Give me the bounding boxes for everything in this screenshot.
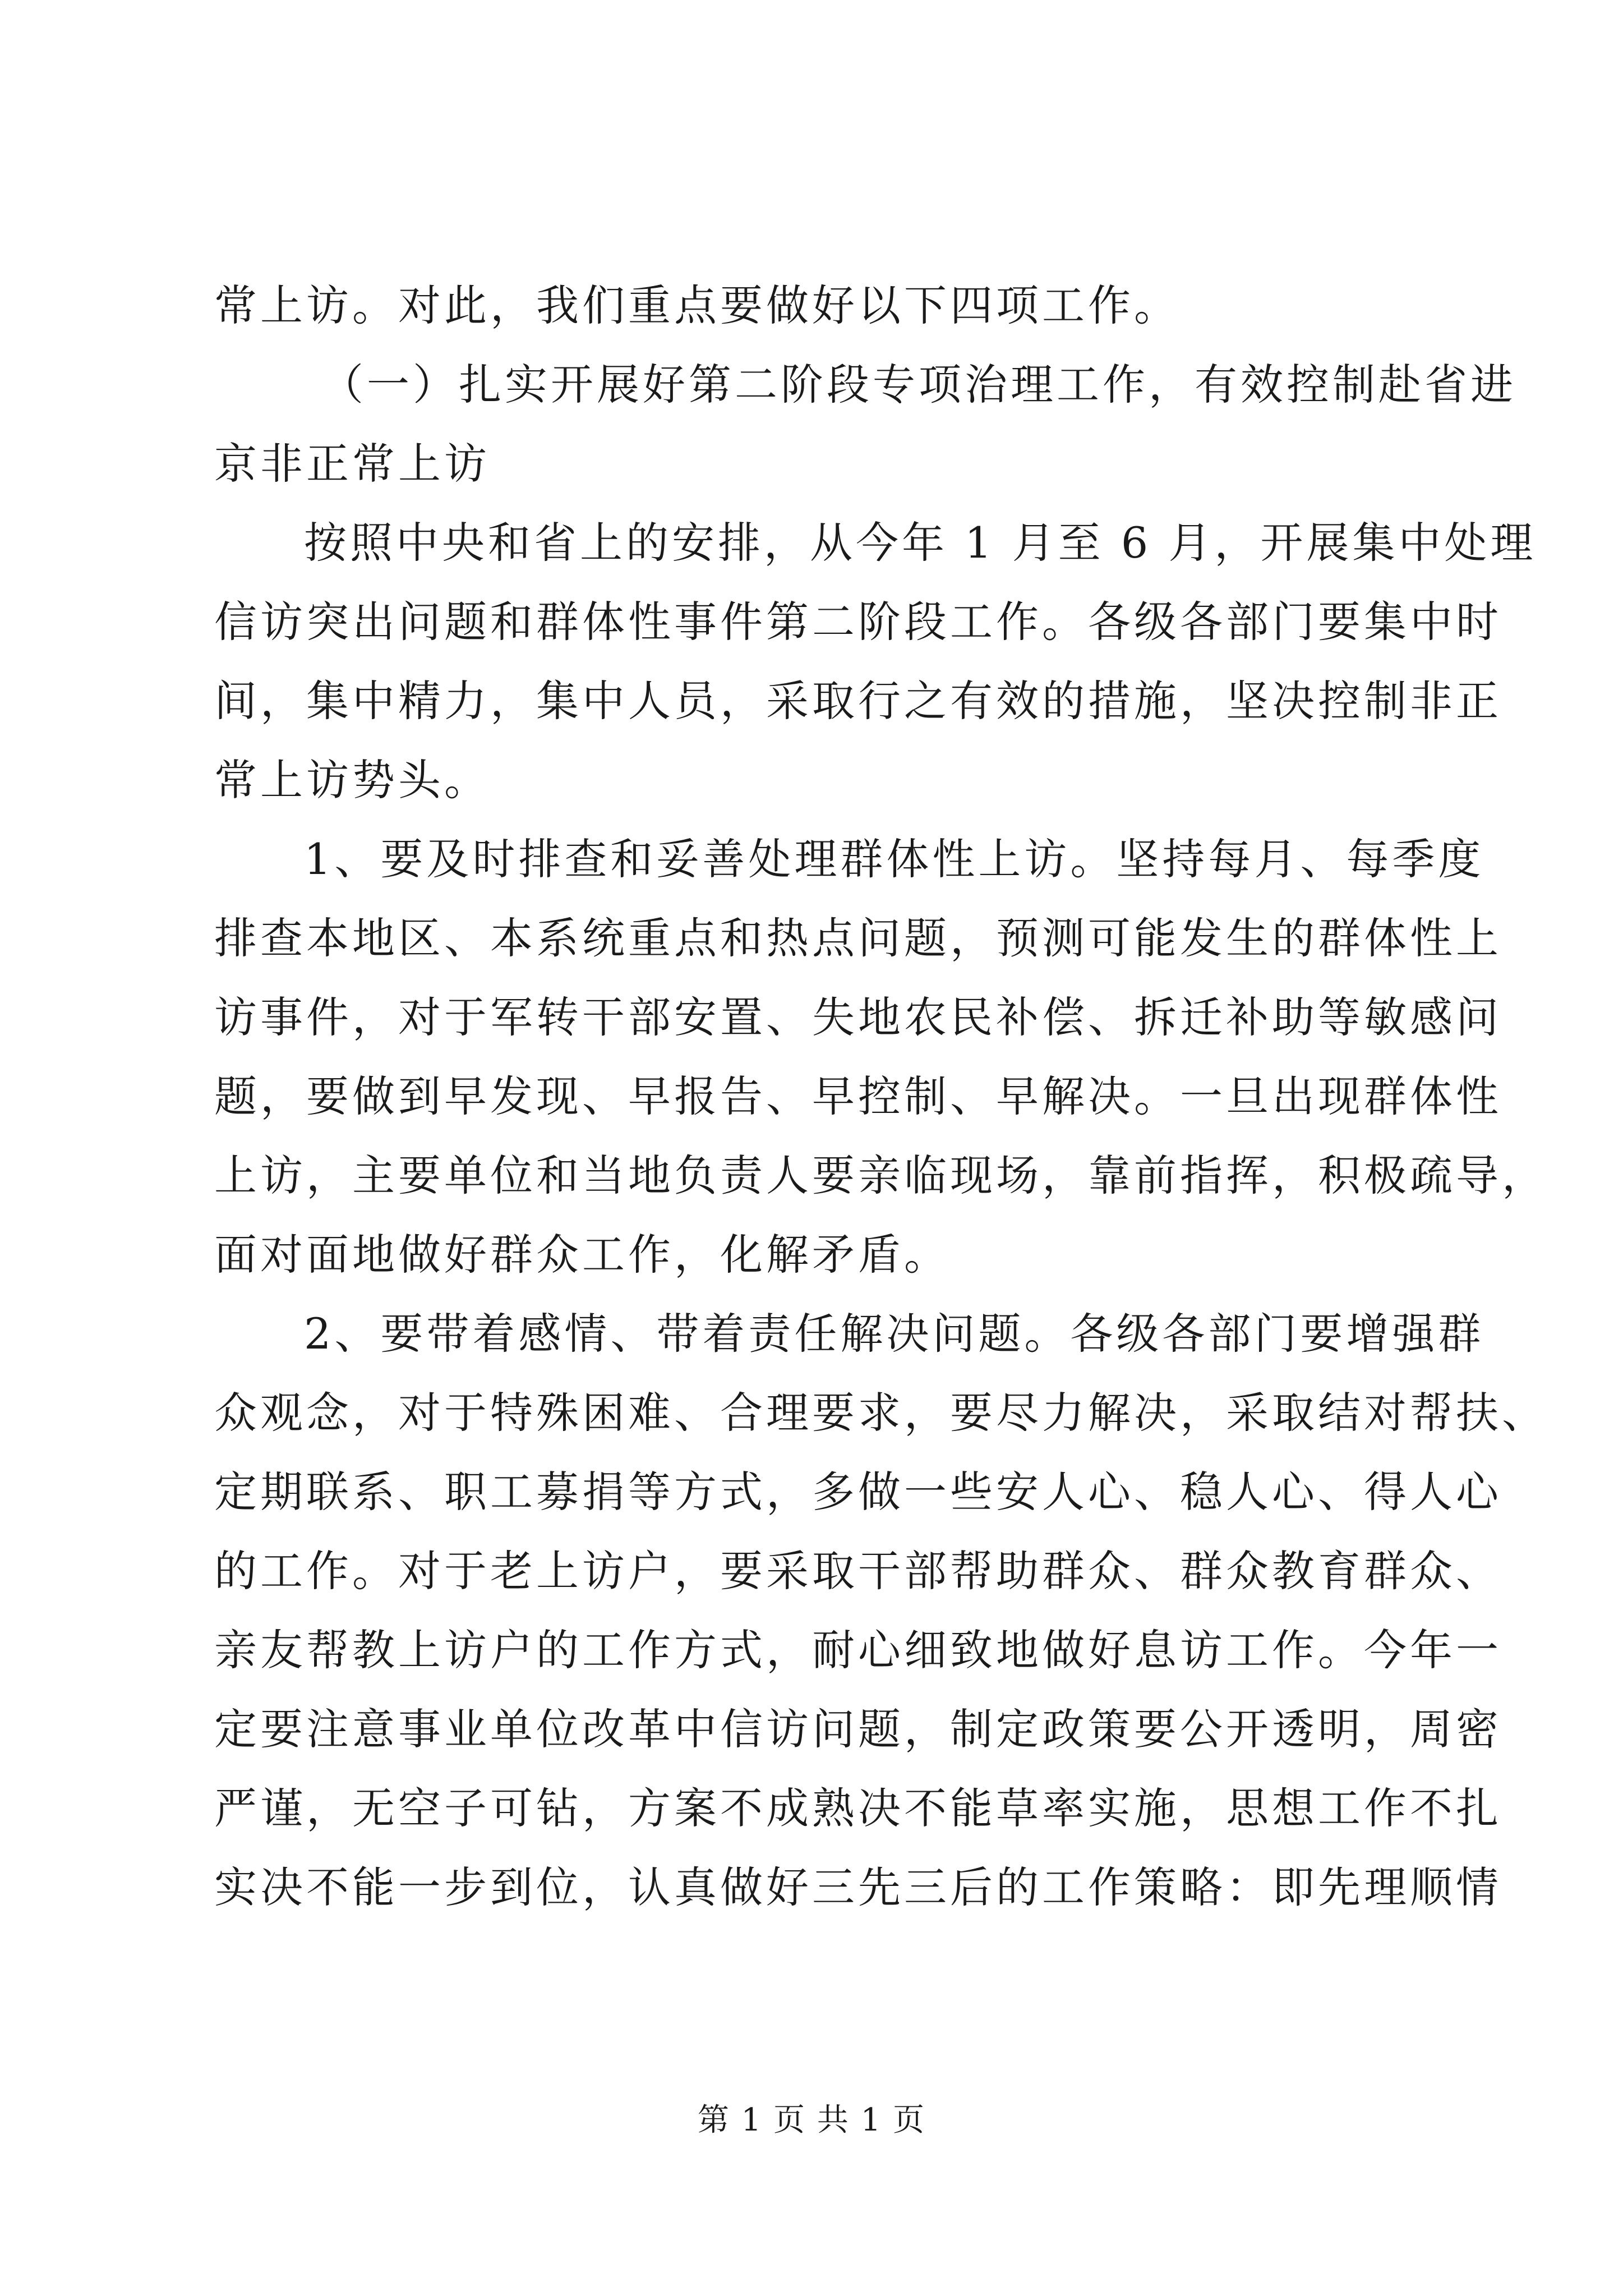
body-text [214, 266, 1548, 1927]
text-line: 定要注意事业单位改革中信访问题，制定政策要公开透明，周密 [214, 1704, 1502, 1754]
section-heading-line: 京非正常上访 [214, 439, 490, 489]
text-line: 信访突出问题和群体性事件第二阶段工作。各级各部门要集中时 [214, 597, 1502, 647]
text-line: 题，要做到早发现、早报告、早控制、早解决。一旦出现群体性 [214, 1071, 1502, 1121]
text-line: 访事件，对于军转干部安置、失地农民补偿、拆迁补助等敏感问 [214, 992, 1502, 1042]
page-footer: 第 1 页 共 1 页 [697, 2102, 926, 2138]
text-line: 定期联系、职工募捐等方式，多做一些安人心、稳人心、得人心 [214, 1467, 1502, 1517]
text-line: 间，集中精力，集中人员，采取行之有效的措施，坚决控制非正 [214, 676, 1502, 726]
text-line: 实决不能一步到位，认真做好三先三后的工作策略：即先理顺情 [214, 1862, 1502, 1912]
text-line: 亲友帮教上访户的工作方式，耐心细致地做好息访工作。今年一 [214, 1625, 1502, 1675]
paragraph-first-line: 按照中央和省上的安排，从今年 1 月至 6 月，开展集中处理 [304, 518, 1537, 568]
text-line: 排查本地区、本系统重点和热点问题，预测可能发生的群体性上 [214, 913, 1502, 963]
paragraph-first-line: 1、要及时排查和妥善处理群体性上访。坚持每月、每季度 [304, 834, 1484, 884]
text-line: 面对面地做好群众工作，化解矛盾。 [214, 1230, 950, 1280]
text-line: 众观念，对于特殊困难、合理要求，要尽力解决，采取结对帮扶、 [214, 1388, 1548, 1438]
text-line: 常上访势头。 [214, 755, 490, 805]
section-heading-line: （一）扎实开展好第二阶段专项治理工作，有效控制赴省进 [321, 360, 1516, 409]
text-line: 上访，主要单位和当地负责人要亲临现场，靠前指挥，积极疏导， [214, 1151, 1548, 1200]
text-line: 的工作。对于老上访户，要采取干部帮助群众、群众教育群众、 [214, 1546, 1502, 1596]
text-line: 严谨，无空子可钻，方案不成熟决不能草率实施，思想工作不扎 [214, 1783, 1502, 1833]
paragraph-first-line: 2、要带着感情、带着责任解决问题。各级各部门要增强群 [304, 1309, 1484, 1359]
text-line: 常上访。对此，我们重点要做好以下四项工作。 [214, 280, 1180, 330]
